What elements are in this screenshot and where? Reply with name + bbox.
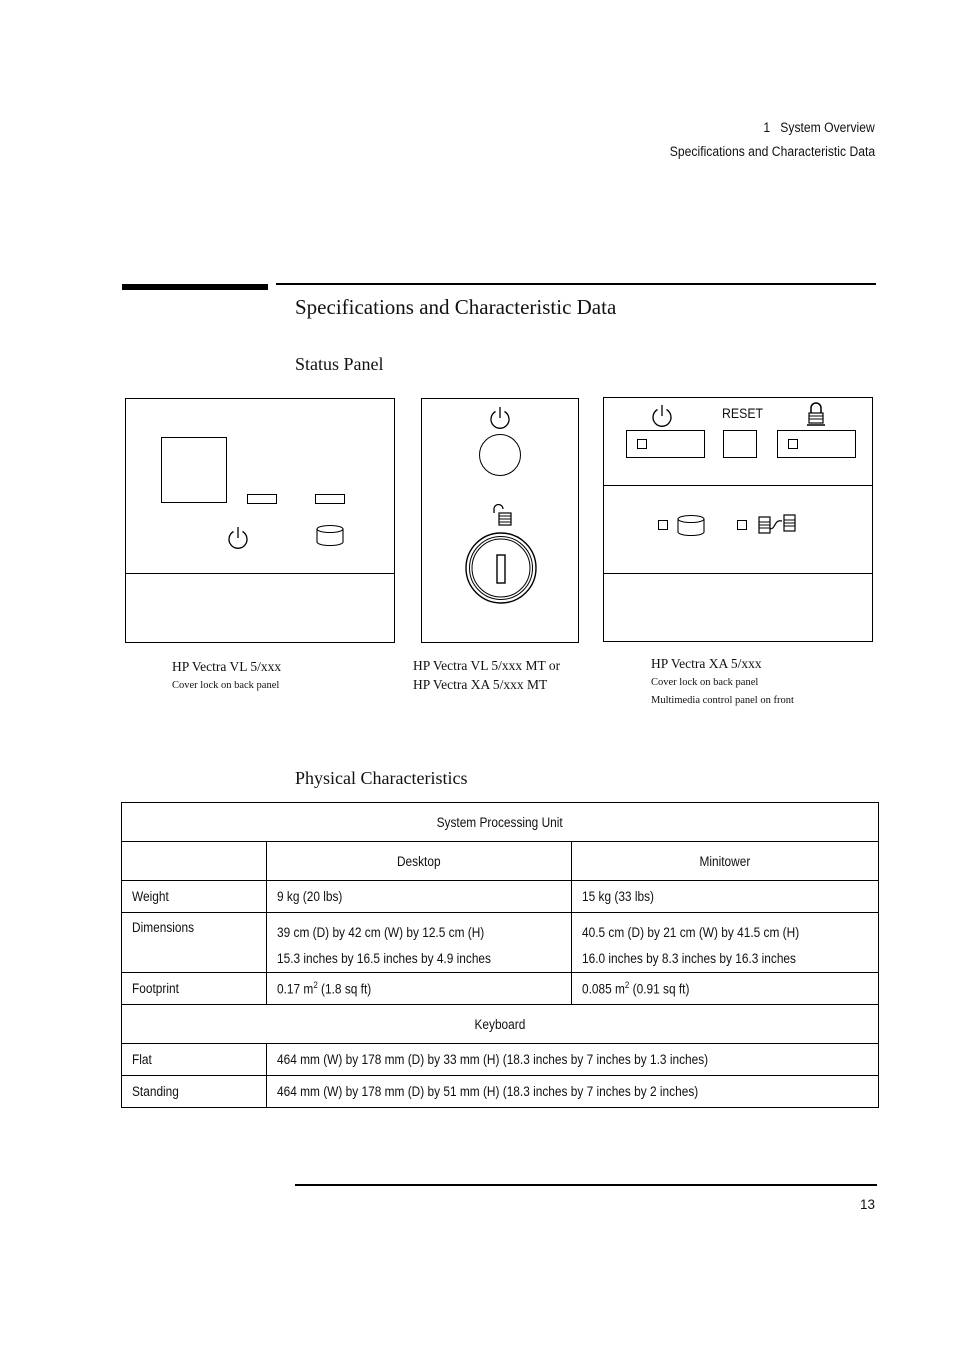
panel-caption-minitower-line2: HP Vectra XA 5/xxx MT bbox=[413, 677, 548, 692]
row-label-cell bbox=[122, 973, 267, 1005]
page-title: Specifications and Characteristic Data bbox=[295, 295, 617, 319]
panel-divider bbox=[126, 573, 394, 574]
status-panel-heading: Status Panel bbox=[295, 354, 384, 374]
dimensions-minitower-imperial: 16.0 inches by 8.3 inches by 16.3 inches bbox=[582, 951, 797, 966]
desktop-cell bbox=[266, 913, 572, 973]
physical-characteristics-heading: Physical Characteristics bbox=[295, 768, 468, 788]
locked-padlock-icon bbox=[805, 401, 827, 427]
weight-desktop: 9 kg (20 lbs) bbox=[276, 889, 342, 904]
table-row bbox=[122, 913, 879, 973]
power-icon bbox=[488, 405, 512, 431]
minitower-cell bbox=[572, 973, 879, 1005]
power-led bbox=[247, 494, 277, 504]
network-led bbox=[737, 520, 747, 530]
desktop-cell bbox=[266, 973, 572, 1005]
disk-led bbox=[658, 520, 668, 530]
minitower-cell bbox=[572, 881, 879, 913]
section-rule-thin bbox=[276, 283, 876, 285]
spu-header-cell bbox=[122, 803, 879, 842]
running-header-chapter: 1 System Overview bbox=[763, 120, 875, 135]
minitower-header-cell bbox=[572, 842, 879, 881]
physical-characteristics-table bbox=[121, 802, 879, 1108]
section-rule-thick bbox=[122, 284, 268, 290]
desktop-header-cell bbox=[266, 842, 572, 881]
power-button[interactable] bbox=[479, 434, 521, 476]
power-icon bbox=[650, 403, 674, 429]
power-icon bbox=[226, 525, 250, 551]
table-row bbox=[122, 881, 879, 913]
footprint-desktop-value: 0.17 m bbox=[276, 981, 313, 997]
table-row bbox=[122, 973, 879, 1005]
empty-header-cell bbox=[122, 842, 267, 881]
spu-header: System Processing Unit bbox=[436, 814, 564, 830]
panel-note-vl: Cover lock on back panel bbox=[172, 680, 280, 691]
keyboard-header: Keyboard bbox=[474, 1016, 526, 1032]
row-label-cell bbox=[122, 1076, 267, 1108]
lock-led bbox=[788, 439, 798, 449]
panel-divider bbox=[604, 573, 872, 574]
row-label: Footprint bbox=[132, 981, 179, 996]
keyboard-flat-value: 464 mm (W) by 178 mm (D) by 33 mm (H) (18.3 inches by 7 inches by 1.3 inches) bbox=[276, 1052, 708, 1067]
disk-led bbox=[315, 494, 345, 504]
col-desktop: Desktop bbox=[397, 853, 441, 869]
reset-button[interactable] bbox=[723, 430, 757, 458]
footer-rule bbox=[295, 1184, 877, 1186]
unlocked-padlock-icon bbox=[490, 503, 512, 527]
row-label-cell bbox=[122, 1044, 267, 1076]
row-label: Dimensions bbox=[132, 920, 195, 935]
display-window bbox=[161, 437, 227, 503]
hard-disk-icon bbox=[676, 514, 706, 538]
footprint-desktop bbox=[277, 980, 371, 997]
row-label: Standing bbox=[132, 1084, 179, 1099]
panel-caption-xa: HP Vectra XA 5/xxx bbox=[651, 656, 762, 671]
minitower-cell bbox=[572, 913, 879, 973]
dimensions-desktop-metric: 39 cm (D) by 42 cm (W) by 12.5 cm (H) bbox=[276, 925, 484, 940]
keyboard-header-cell bbox=[122, 1005, 879, 1044]
page-number: 13 bbox=[859, 1197, 875, 1212]
desktop-cell bbox=[266, 881, 572, 913]
panel-note-xa-1: Cover lock on back panel bbox=[651, 677, 759, 688]
keyboard-value-cell bbox=[266, 1076, 878, 1108]
footprint-minitower-value: 0.085 m bbox=[582, 981, 626, 997]
table-header-row bbox=[122, 1005, 879, 1044]
network-activity-icon bbox=[758, 513, 798, 537]
dimensions-desktop-imperial: 15.3 inches by 16.5 inches by 4.9 inches bbox=[276, 951, 491, 966]
footprint-desktop-imperial: (1.8 sq ft) bbox=[317, 981, 371, 997]
key-lock-icon[interactable] bbox=[464, 531, 538, 605]
reset-label: RESET bbox=[722, 405, 764, 421]
table-row bbox=[122, 1044, 879, 1076]
power-button[interactable] bbox=[626, 430, 705, 458]
row-label: Flat bbox=[132, 1052, 152, 1067]
running-header-section: Specifications and Characteristic Data bbox=[669, 144, 875, 159]
weight-minitower: 15 kg (33 lbs) bbox=[582, 889, 655, 904]
row-label-cell bbox=[122, 913, 267, 973]
panel-divider bbox=[604, 485, 872, 486]
keyboard-standing-value: 464 mm (W) by 178 mm (D) by 51 mm (H) (18.3 inches by 7 inches by 2 inches) bbox=[276, 1084, 698, 1099]
footprint-desktop-exponent: 2 bbox=[312, 980, 318, 991]
row-label-cell bbox=[122, 881, 267, 913]
keyboard-value-cell bbox=[266, 1044, 878, 1076]
footprint-minitower-exponent: 2 bbox=[625, 980, 630, 991]
panel-note-xa-2: Multimedia control panel on front bbox=[651, 695, 794, 706]
table-header-row bbox=[122, 842, 879, 881]
power-led bbox=[637, 439, 647, 449]
row-label: Weight bbox=[132, 889, 169, 904]
footprint-minitower bbox=[582, 980, 689, 997]
hard-disk-icon bbox=[315, 524, 345, 548]
col-minitower: Minitower bbox=[699, 853, 751, 869]
table-row bbox=[122, 1076, 879, 1108]
table-header-row bbox=[122, 803, 879, 842]
panel-caption-vl: HP Vectra VL 5/xxx bbox=[172, 659, 282, 674]
status-panel-minitower bbox=[421, 398, 579, 643]
lock-button[interactable] bbox=[777, 430, 856, 458]
status-panel-vl-desktop bbox=[125, 398, 395, 643]
panel-caption-minitower-line1: HP Vectra VL 5/xxx MT or bbox=[413, 658, 561, 673]
status-panel-xa bbox=[603, 397, 873, 642]
dimensions-minitower-metric: 40.5 cm (D) by 21 cm (W) by 41.5 cm (H) bbox=[582, 925, 800, 940]
footprint-minitower-imperial: (0.91 sq ft) bbox=[629, 981, 690, 997]
